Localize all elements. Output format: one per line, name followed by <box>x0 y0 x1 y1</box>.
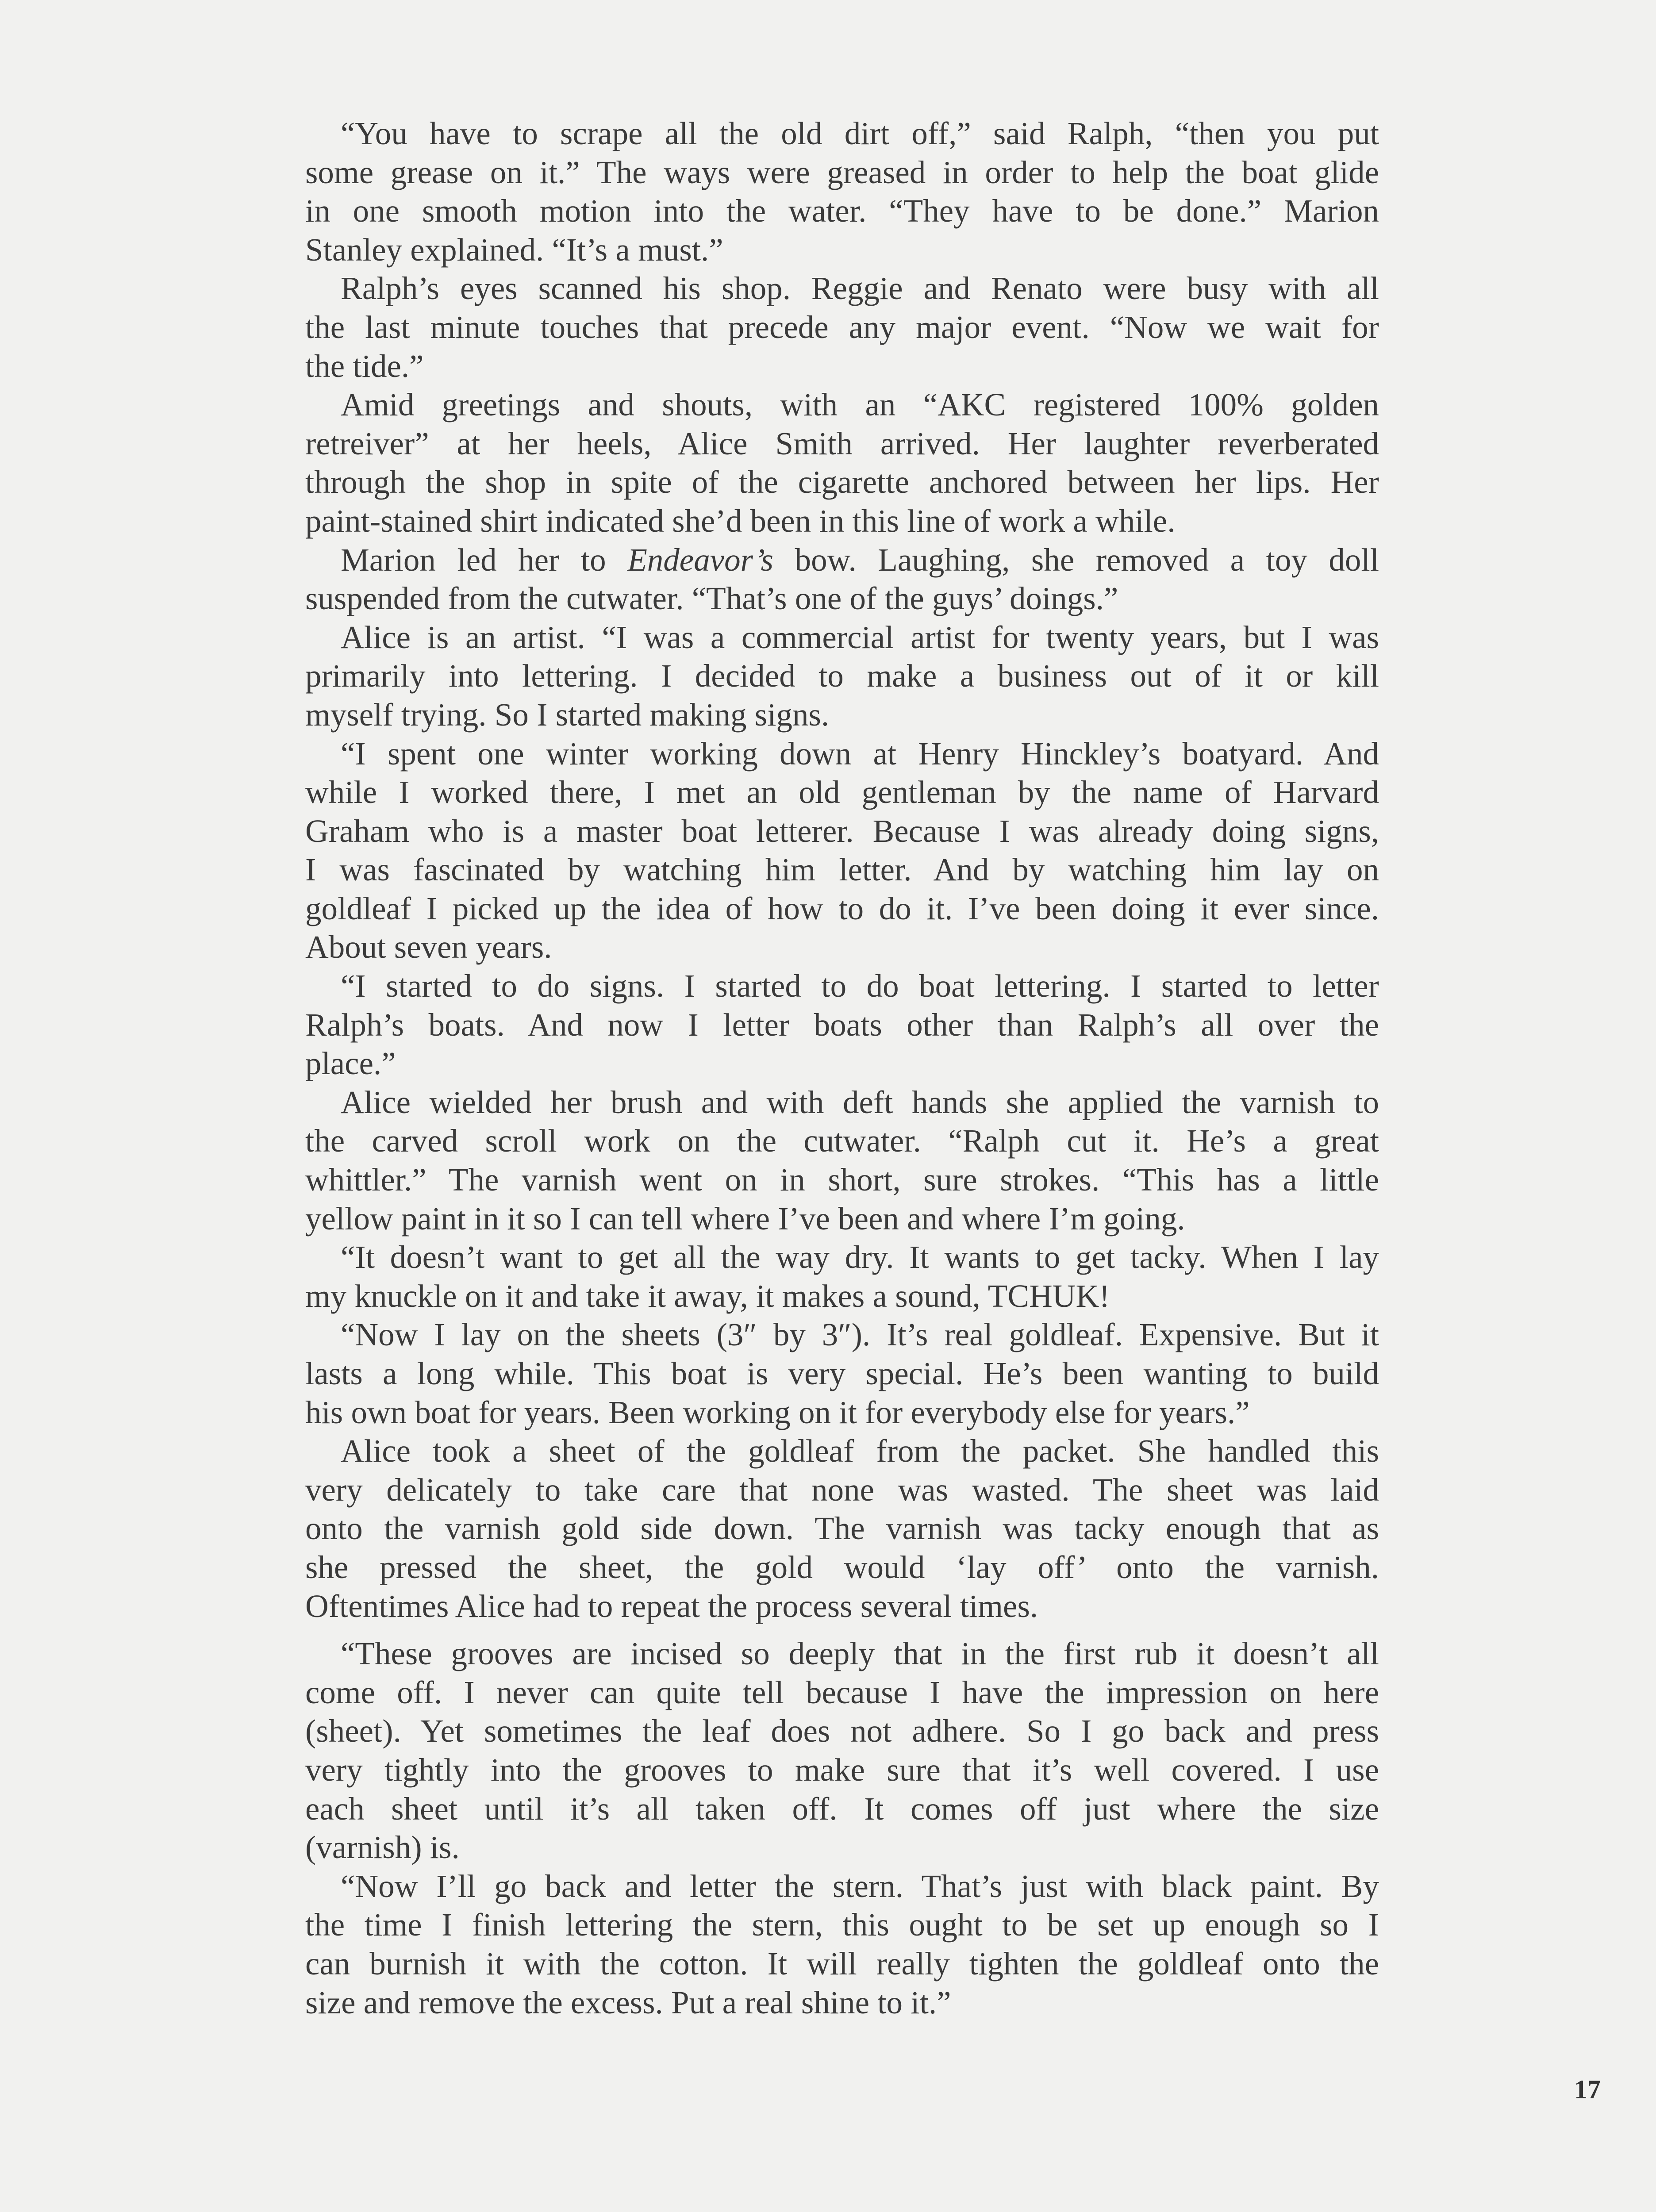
text-line: (varnish) is. <box>305 1829 460 1866</box>
text-line: Ralph’s boats. And now I letter boats other than Ralph’s all over the <box>305 1006 1379 1043</box>
text-line: some grease on it.” The ways were greased in order to help the boat glide <box>305 154 1379 190</box>
text-line: while I worked there, I met an old gentleman by the name of Harvard <box>305 774 1379 810</box>
paragraph <box>305 734 1379 967</box>
text-line: onto the varnish gold side down. The varnish was tacky enough that as <box>305 1510 1379 1547</box>
text-line: goldleaf I picked up the idea of how to do it. I’ve been doing it ever since. <box>305 890 1379 926</box>
text-line: “I started to do signs. I started to do boat lettering. I started to letter <box>341 968 1379 1004</box>
text-line: primarily into lettering. I decided to make a business out of it or kill <box>305 658 1379 694</box>
text-line: the tide.” <box>305 348 424 384</box>
text-line: “It doesn’t want to get all the way dry. It wants to get tacky. When I lay <box>341 1239 1379 1275</box>
paragraph <box>305 967 1379 1083</box>
paragraph <box>305 1238 1379 1315</box>
text-line: Alice wielded her brush and with deft hands she applied the varnish to <box>341 1084 1379 1120</box>
text-line: Alice is an artist. “I was a commercial artist for twenty years, but I was <box>341 619 1379 655</box>
paragraph <box>305 618 1379 734</box>
text-line: come off. I never can quite tell because I have the impression on here <box>305 1674 1379 1710</box>
paragraph <box>305 1315 1379 1432</box>
text-line: Amid greetings and shouts, with an “AKC registered 100% golden <box>341 387 1379 423</box>
text-line: lasts a long while. This boat is very special. He’s been wanting to build <box>305 1356 1379 1391</box>
text-line: size and remove the excess. Put a real shine to it.” <box>305 1984 951 2020</box>
text-line: Graham who is a master boat letterer. Because I was already doing signs, <box>305 813 1379 849</box>
text-line: his own boat for years. Been working on it for everybody else for years.” <box>305 1394 1250 1430</box>
text-line: “Now I’ll go back and letter the stern. That’s just with black paint. By <box>341 1868 1379 1904</box>
text-line: myself trying. So I started making signs. <box>305 696 830 733</box>
text-line: whittler.” The varnish went on in short, sure strokes. “This has a little <box>305 1162 1379 1198</box>
text-line: through the shop in spite of the cigarette anchored between her lips. Her <box>305 464 1379 500</box>
article-body <box>305 114 1379 2022</box>
text-line: (sheet). Yet sometimes the leaf does not adhere. So I go back and press <box>305 1713 1379 1749</box>
text-run: bow. Laughing, she removed a toy doll <box>773 541 1379 578</box>
text-line <box>305 541 1379 580</box>
text-line: each sheet until it’s all taken off. It comes off just where the size <box>305 1790 1379 1827</box>
text-line: very delicately to take care that none was wasted. The sheet was laid <box>305 1471 1379 1508</box>
text-line: Ralph’s eyes scanned his shop. Reggie and Renato were busy with all <box>341 270 1379 307</box>
paragraph <box>305 269 1379 385</box>
text-line: Oftentimes Alice had to repeat the process several times. <box>305 1588 1038 1624</box>
text-line: Alice took a sheet of the goldleaf from the packet. She handled this <box>341 1433 1379 1469</box>
paragraph <box>305 1432 1379 1625</box>
text-line: “I spent one winter working down at Henry Hinckley’s boatyard. And <box>341 735 1379 772</box>
text-line: my knuckle on it and take it away, it makes a sound, TCHUK! <box>305 1278 1110 1314</box>
text-line: paint-stained shirt indicated she’d been in this line of work a while. <box>305 503 1176 539</box>
text-line: “These grooves are incised so deeply that in the first rub it doesn’t all <box>341 1636 1379 1672</box>
text-line: very tightly into the grooves to make sure that it’s well covered. I use <box>305 1751 1379 1788</box>
text-run: Marion led her to <box>341 541 628 578</box>
paragraph <box>305 1083 1379 1238</box>
paragraph <box>305 385 1379 540</box>
text-line: yellow paint in it so I can tell where I’ve been and where I’m going. <box>305 1200 1185 1237</box>
text-line: in one smooth motion into the water. “They have to be done.” Marion <box>305 193 1379 229</box>
page-number: 17 <box>1574 2075 1601 2104</box>
text-line: “You have to scrape all the old dirt off,” said Ralph, “then you put <box>341 115 1379 151</box>
paragraph <box>305 541 1379 618</box>
text-line: Stanley explained. “It’s a must.” <box>305 231 723 268</box>
text-line: the time I finish lettering the stern, this ought to be set up enough so I <box>305 1907 1379 1943</box>
boat-name-italic: Endeavor’s <box>627 541 774 578</box>
text-line: she pressed the sheet, the gold would ‘lay off’ onto the varnish. <box>305 1549 1379 1585</box>
paragraph <box>305 114 1379 269</box>
paragraph <box>305 1634 1379 1867</box>
text-line: “Now I lay on the sheets (3″ by 3″). It’s real goldleaf. Expensive. But it <box>341 1317 1379 1353</box>
text-line: suspended from the cutwater. “That’s one of the guys’ doings.” <box>305 580 1118 617</box>
text-line: retreiver” at her heels, Alice Smith arrived. Her laughter reverberated <box>305 425 1379 461</box>
paragraph <box>305 1867 1379 2022</box>
text-line: About seven years. <box>305 929 552 965</box>
text-line: place.” <box>305 1045 396 1082</box>
text-line: the carved scroll work on the cutwater. “Ralph cut it. He’s a great <box>305 1123 1379 1159</box>
text-line: can burnish it with the cotton. It will really tighten the goldleaf onto the <box>305 1945 1379 1982</box>
text-line: the last minute touches that precede any major event. “Now we wait for <box>305 309 1379 345</box>
text-line: I was fascinated by watching him letter. And by watching him lay on <box>305 852 1379 888</box>
